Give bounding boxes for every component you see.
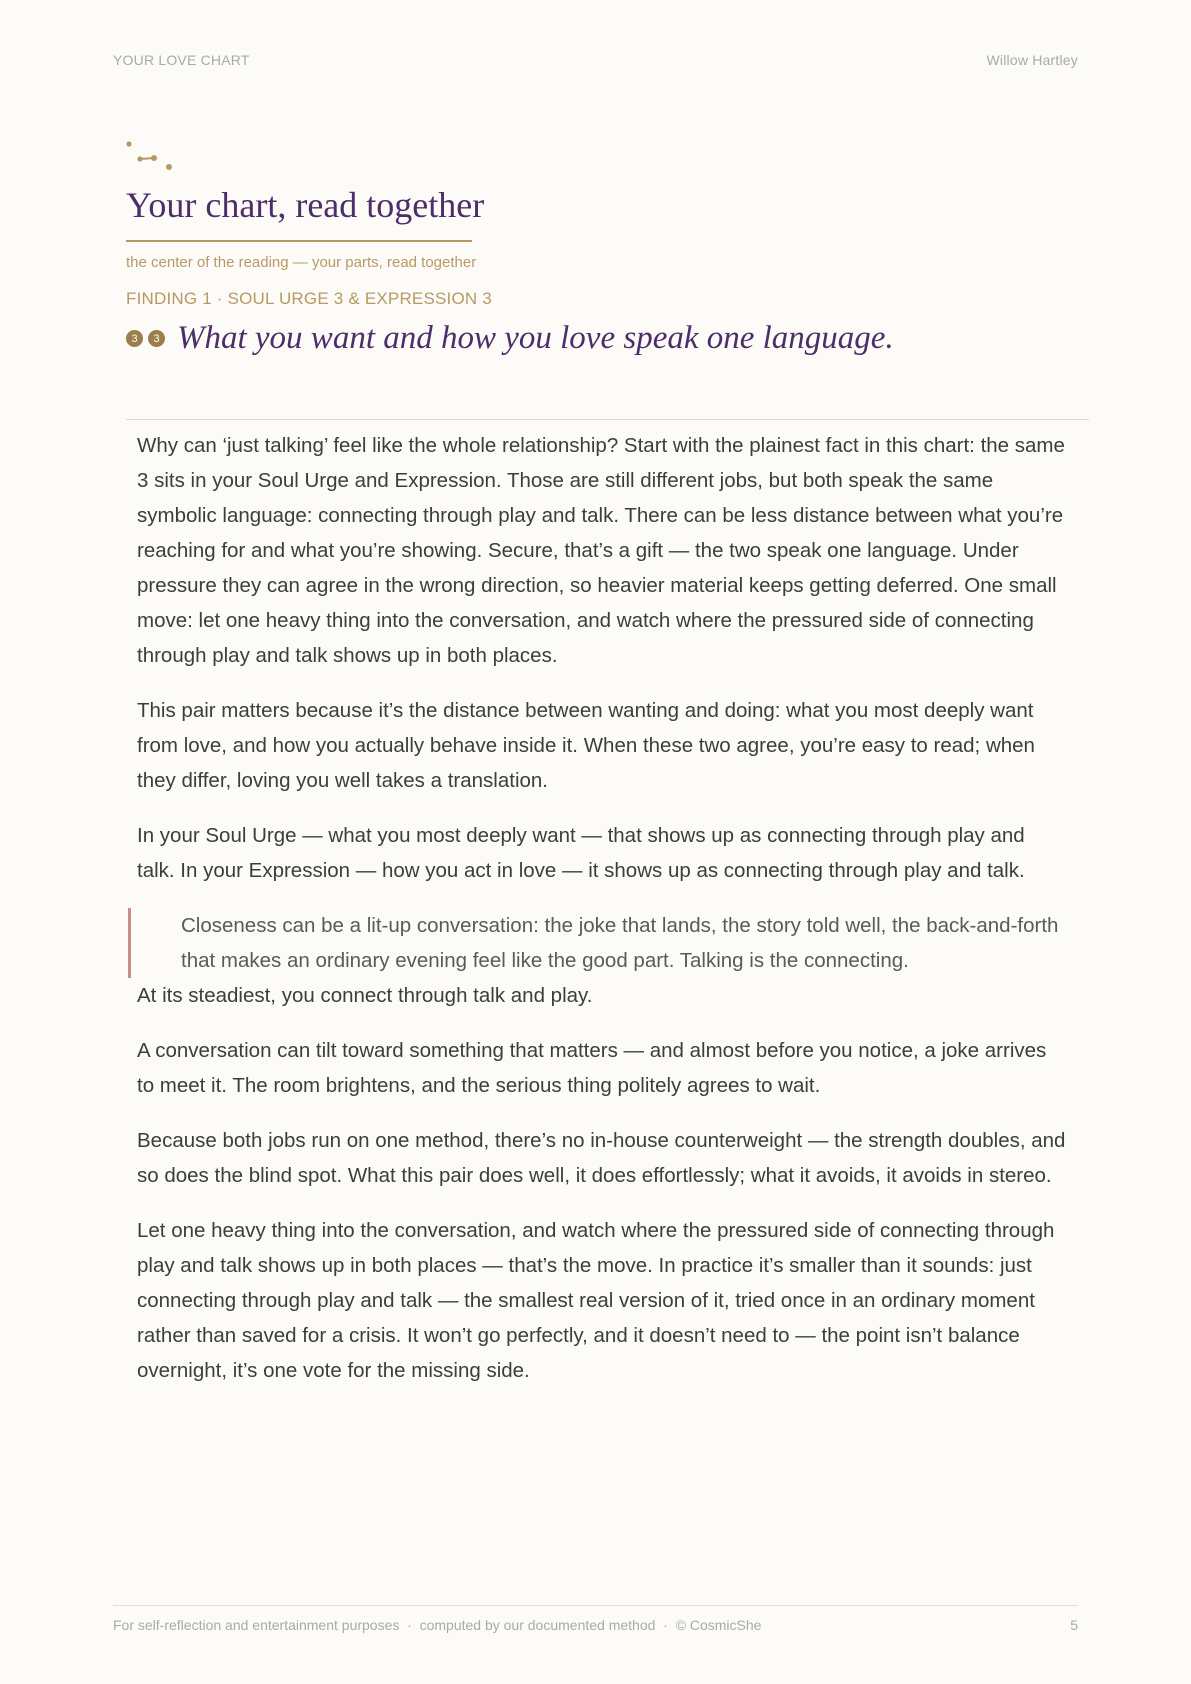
running-header	[113, 52, 1078, 68]
report-title: YOUR LOVE CHART	[113, 52, 250, 68]
paragraph: Because both jobs run on one method, there’s no in-house counterweight — the strength doubles, and so does the blind spot. What this pair does well, it does effortlessly; what it avoids, it avoids in stereo.	[137, 1129, 1066, 1187]
expression-number-badge: 3	[148, 330, 165, 347]
footer-disclaimer: For self-reflection and entertainment purposes · computed by our documented method · © CosmicShe	[113, 1617, 762, 1633]
pull-quote: Closeness can be a lit-up conversation: the joke that lands, the story told well, the back-and-forth that makes an ordinary evening feel like the good part. Talking is the connecting.	[128, 908, 1067, 978]
section-title: Your chart, read together	[126, 185, 485, 225]
title-underline	[126, 240, 472, 242]
paragraph: At its steadiest, you connect through talk and play.	[137, 984, 593, 1007]
finding-headline-text: What you want and how you love speak one language.	[177, 320, 894, 356]
soul-urge-number-badge: 3	[126, 330, 143, 347]
page-number: 5	[1070, 1617, 1078, 1633]
client-name: Willow Hartley	[986, 52, 1078, 68]
finding-headline	[126, 320, 894, 357]
running-footer	[113, 1617, 1078, 1633]
section-subtitle: the center of the reading — your parts, read together	[126, 254, 477, 271]
paragraph: A conversation can tilt toward something that matters — and almost before you notice, a joke arrives to meet it. The room brightens, and the serious thing politely agrees to wait.	[137, 1039, 1047, 1097]
divider	[126, 419, 1089, 420]
paragraph: Let one heavy thing into the conversation, and watch where the pressured side of connecting through play and talk shows up in both places — that’s the move. In practice it’s smaller than it sounds: just connecting through play and talk — the smallest real version of it, tried once in an ordinary moment rather than saved for a crisis. It won’t go perfectly, and it doesn’t need to — the point isn’t balance overnight, it’s one vote for the missing side.	[137, 1219, 1055, 1382]
reading-body	[137, 428, 1067, 1408]
constellation-icon	[126, 138, 186, 172]
footer-rule	[113, 1605, 1078, 1606]
paragraph: In your Soul Urge — what you most deeply want — that shows up as connecting through play and talk. In your Expression — how you act in love — it shows up as connecting through play and talk.	[137, 824, 1025, 882]
finding-label: FINDING 1 · SOUL URGE 3 & EXPRESSION 3	[126, 289, 492, 308]
paragraph: This pair matters because it’s the distance between wanting and doing: what you most deeply want from love, and how you actually behave inside it. When these two agree, you’re easy to read; when they differ, loving you well takes a translation.	[137, 699, 1035, 792]
paragraph: Why can ‘just talking’ feel like the whole relationship? Start with the plainest fact in this chart: the same 3 sits in your Soul Urge and Expression. Those are still different jobs, but both speak the same symbolic language: connecting through play and talk. There can be less distance between what you’re reaching for and what you’re showing. Secure, that’s a gift — the two speak one language. Under pressure they can agree in the wrong direction, so heavier material keeps getting deferred. One small move: let one heavy thing into the conversation, and watch where the pressured side of connecting through play and talk shows up in both places.	[137, 434, 1065, 667]
